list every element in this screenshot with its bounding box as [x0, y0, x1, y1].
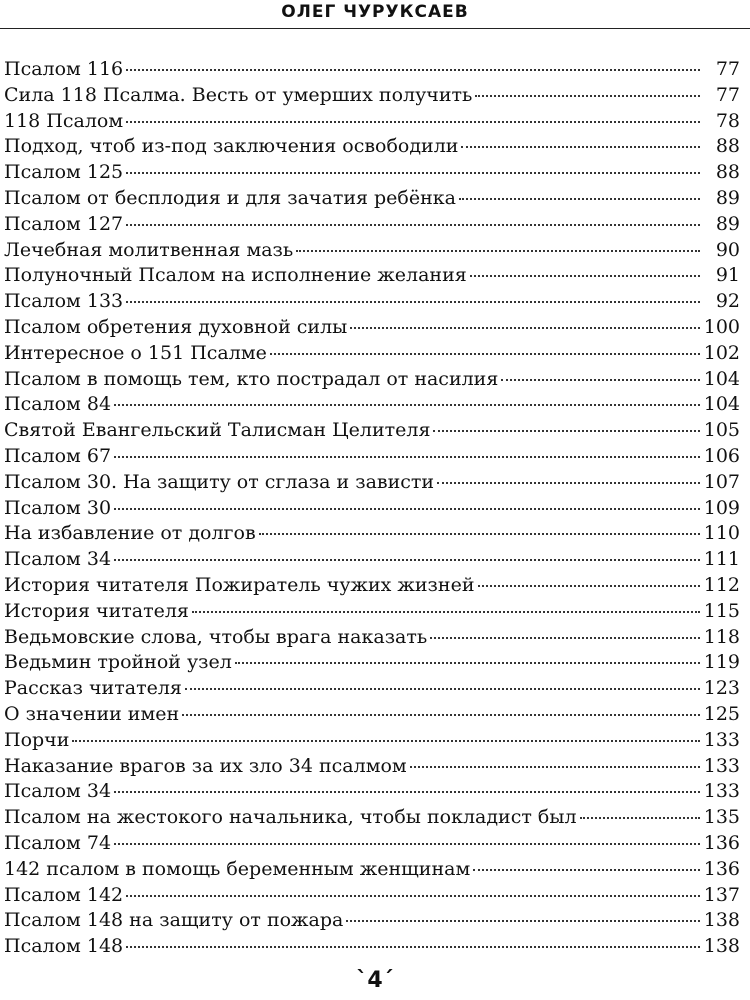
toc-entry-title: 142 псалом в помощь беременным женщинам: [4, 857, 471, 880]
toc-entry-title: Святой Евангельский Талисман Целителя: [4, 419, 431, 442]
toc-entry-page: 102: [703, 341, 740, 364]
toc-entry-page: 110: [703, 522, 740, 545]
toc-entry: [4, 754, 740, 780]
dot-leader: [501, 379, 699, 381]
toc-entry: [4, 109, 740, 135]
dot-leader: [185, 688, 700, 690]
toc-entry: [4, 289, 740, 315]
toc-entry: [4, 521, 740, 547]
toc-entry: [4, 728, 740, 754]
toc-entry: [4, 625, 740, 651]
toc-entry-title: 118 Псалом: [4, 109, 124, 132]
toc-entry: [4, 908, 740, 934]
toc-entry-page: 89: [715, 212, 740, 235]
toc-entry: [4, 676, 740, 702]
toc-entry-page: 118: [703, 625, 740, 648]
toc-entry-page: 133: [703, 754, 740, 777]
dot-leader: [72, 740, 699, 742]
toc-entry: [4, 805, 740, 831]
toc-entry-title: Псалом 30. На защиту от сглаза и зависти: [4, 470, 435, 493]
toc-entry: [4, 831, 740, 857]
toc-entry-page: 90: [715, 238, 740, 261]
toc-entry-title: Порчи: [4, 728, 70, 751]
dot-leader: [126, 172, 700, 174]
dot-leader: [433, 430, 699, 432]
table-of-contents: [4, 57, 740, 960]
dot-leader: [296, 250, 700, 252]
toc-entry: [4, 779, 740, 805]
toc-entry-title: Сила 118 Псалма. Весть от умерших получить: [4, 83, 473, 106]
toc-entry-title: Псалом 74: [4, 831, 112, 854]
dot-leader: [114, 791, 700, 793]
dot-leader: [126, 69, 700, 71]
dot-leader: [114, 843, 700, 845]
toc-entry-page: 112: [703, 573, 740, 596]
toc-entry-title: Псалом 142: [4, 883, 124, 906]
toc-entry: [4, 367, 740, 393]
toc-entry-title: На избавление от долгов: [4, 522, 256, 545]
dot-leader: [470, 275, 700, 277]
toc-entry-title: Псалом 148: [4, 935, 124, 958]
dot-leader: [461, 146, 700, 148]
toc-entry-page: 138: [703, 935, 740, 958]
toc-entry-page: 136: [703, 831, 740, 854]
toc-entry-page: 133: [703, 780, 740, 803]
toc-entry-page: 105: [703, 419, 740, 442]
toc-entry-title: Псалом 30: [4, 496, 112, 519]
toc-entry-title: О значении имен: [4, 702, 180, 725]
toc-entry: [4, 934, 740, 960]
toc-entry-title: Интересное о 151 Псалме: [4, 341, 267, 364]
dot-leader: [192, 611, 700, 613]
toc-entry-page: 107: [703, 470, 740, 493]
toc-entry: [4, 57, 740, 83]
dot-leader: [346, 920, 699, 922]
toc-entry: [4, 418, 740, 444]
toc-entry-page: 89: [715, 186, 740, 209]
toc-entry: [4, 238, 740, 264]
toc-entry-title: Псалом 127: [4, 212, 124, 235]
toc-entry-page: 77: [715, 83, 740, 106]
dot-leader: [235, 662, 700, 664]
toc-entry: [4, 83, 740, 109]
toc-entry-title: Наказание врагов за их зло 34 псалмом: [4, 754, 407, 777]
toc-entry-page: 88: [715, 161, 740, 184]
toc-entry-page: 125: [703, 702, 740, 725]
toc-entry: [4, 702, 740, 728]
toc-entry-title: Псалом 34: [4, 548, 112, 571]
toc-entry-title: Рассказ читателя: [4, 677, 182, 700]
dot-leader: [126, 121, 700, 123]
toc-entry: [4, 341, 740, 367]
dot-leader: [126, 301, 700, 303]
toc-entry-page: 133: [703, 728, 740, 751]
toc-entry-title: Псалом 148 на защиту от пожара: [4, 909, 344, 932]
toc-entry-title: Ведьмин тройной узел: [4, 651, 232, 674]
dot-leader: [350, 327, 699, 329]
author-name: ОЛЕГ ЧУРУКСАЕВ: [281, 2, 469, 22]
toc-entry-page: 111: [703, 548, 740, 571]
toc-entry: [4, 134, 740, 160]
toc-entry-title: Полуночный Псалом на исполнение желания: [4, 264, 467, 287]
toc-entry-title: Подход, чтоб из-под заключения освободили: [4, 135, 459, 158]
page-header: [0, 0, 750, 42]
toc-entry: [4, 392, 740, 418]
toc-entry: [4, 547, 740, 573]
toc-entry: [4, 444, 740, 470]
toc-entry-title: Псалом обретения духовной силы: [4, 315, 348, 338]
toc-entry-page: 104: [703, 393, 740, 416]
dot-leader: [475, 95, 700, 97]
toc-entry-page: 138: [703, 909, 740, 932]
toc-entry-title: Псалом на жестокого начальника, чтобы покладист был: [4, 806, 577, 829]
toc-entry-page: 78: [715, 109, 740, 132]
toc-entry-page: 106: [703, 444, 740, 467]
dot-leader: [430, 637, 699, 639]
toc-entry: [4, 496, 740, 522]
toc-entry: [4, 599, 740, 625]
toc-entry-page: 115: [703, 599, 740, 622]
toc-entry: [4, 160, 740, 186]
toc-entry-title: Лечебная молитвенная мазь: [4, 238, 294, 261]
dot-leader: [259, 533, 700, 535]
toc-entry: [4, 263, 740, 289]
toc-entry-page: 91: [715, 264, 740, 287]
dot-leader: [182, 714, 700, 716]
toc-entry-title: История читателя: [4, 599, 189, 622]
toc-entry: [4, 857, 740, 883]
toc-entry: [4, 186, 740, 212]
toc-entry-page: 77: [715, 58, 740, 80]
toc-entry-page: 137: [703, 883, 740, 906]
toc-entry: [4, 650, 740, 676]
toc-entry-title: Ведьмовские слова, чтобы врага наказать: [4, 625, 428, 648]
toc-entry-title: Псалом 133: [4, 290, 124, 313]
toc-entry-title: Псалом 116: [4, 58, 124, 80]
toc-entry-page: 100: [703, 315, 740, 338]
toc-entry-page: 104: [703, 367, 740, 390]
dot-leader: [437, 482, 700, 484]
dot-leader: [459, 198, 700, 200]
dot-leader: [473, 869, 700, 871]
toc-entry-page: 92: [715, 290, 740, 313]
toc-entry-title: Псалом 34: [4, 780, 112, 803]
toc-entry: [4, 212, 740, 238]
toc-entry-title: Псалом от бесплодия и для зачатия ребёнка: [4, 186, 456, 209]
page-number: `4´: [356, 968, 394, 993]
toc-entry-title: Псалом 67: [4, 444, 112, 467]
dot-leader: [114, 508, 700, 510]
dot-leader: [126, 224, 700, 226]
toc-entry-page: 123: [703, 677, 740, 700]
dot-leader: [410, 766, 700, 768]
toc-entry-title: Псалом 84: [4, 393, 112, 416]
toc-entry-page: 135: [703, 806, 740, 829]
toc-entry-title: Псалом в помощь тем, кто пострадал от насилия: [4, 367, 499, 390]
toc-entry: [4, 883, 740, 909]
dot-leader: [114, 404, 700, 406]
toc-entry-title: Псалом 125: [4, 161, 124, 184]
toc-entry-page: 109: [703, 496, 740, 519]
toc-entry: [4, 573, 740, 599]
toc-entry-page: 119: [703, 651, 740, 674]
toc-entry: [4, 315, 740, 341]
toc-entry-page: 136: [703, 857, 740, 880]
dot-leader: [580, 817, 700, 819]
toc-entry-page: 88: [715, 135, 740, 158]
dot-leader: [126, 895, 700, 897]
dot-leader: [114, 559, 700, 561]
dot-leader: [114, 456, 700, 458]
dot-leader: [478, 585, 700, 587]
dot-leader: [126, 946, 700, 948]
toc-entry: [4, 470, 740, 496]
dot-leader: [270, 353, 700, 355]
header-divider: [0, 28, 750, 29]
toc-entry-title: История читателя Пожиратель чужих жизней: [4, 573, 475, 596]
